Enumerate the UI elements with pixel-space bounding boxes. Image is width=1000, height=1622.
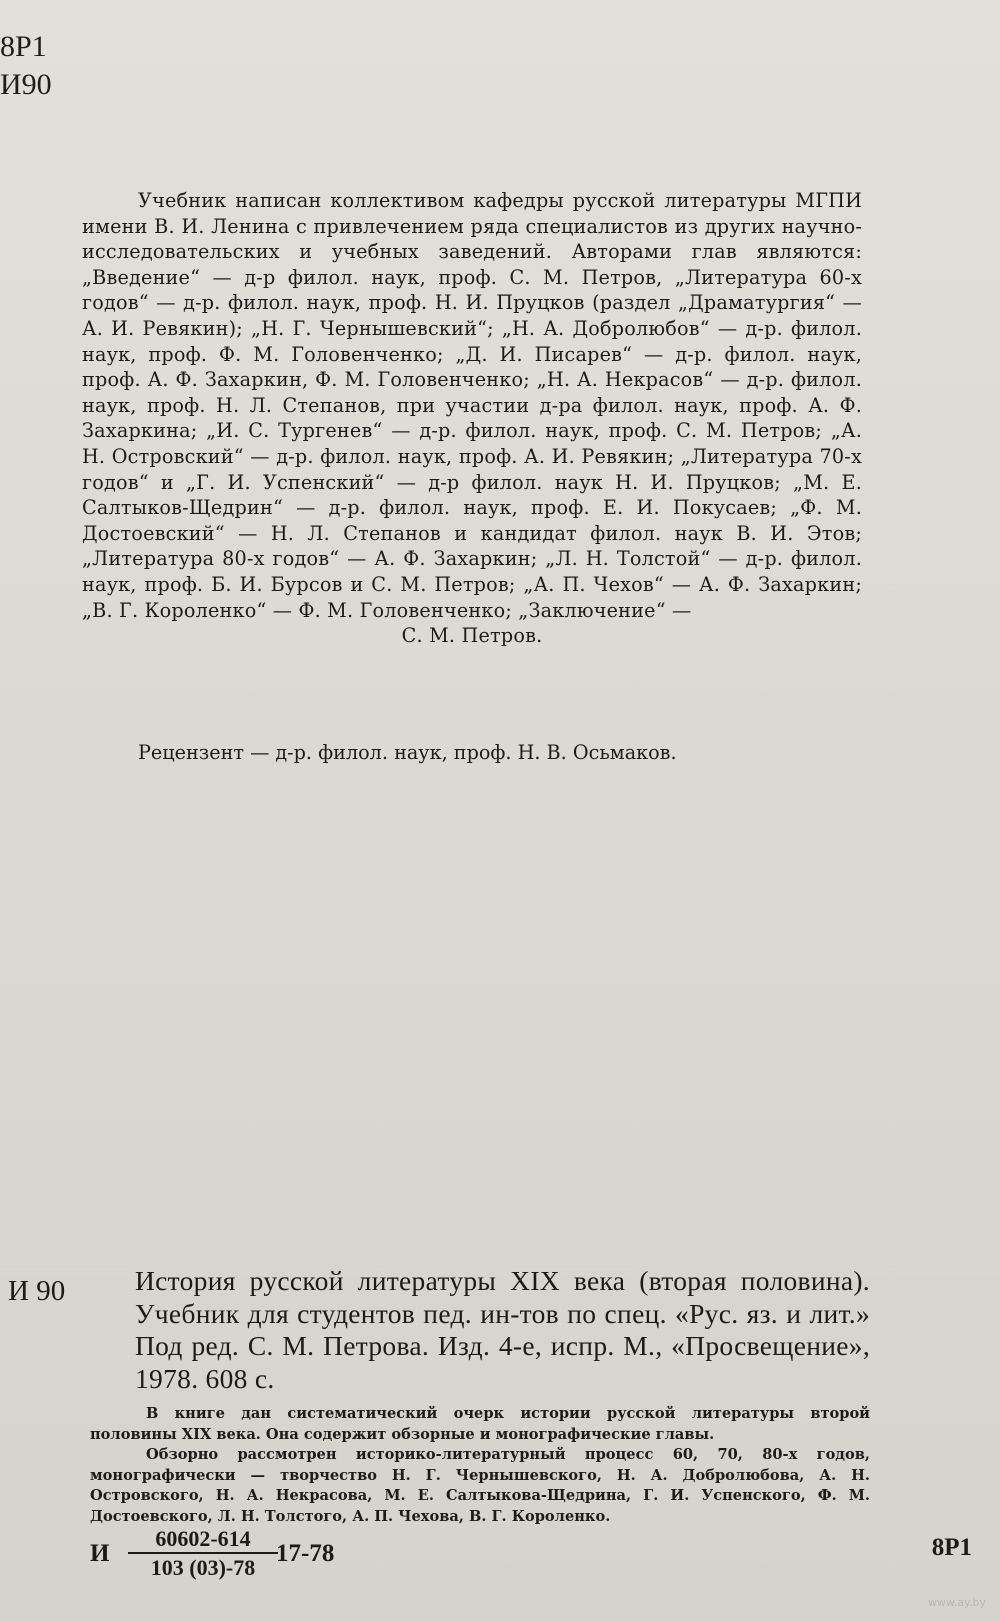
bibliographic-title (135, 1265, 870, 1395)
catalog-fraction (128, 1526, 278, 1582)
authors-block (82, 188, 862, 649)
catalog-code (90, 1526, 890, 1596)
annotation-paragraph-2: Обзорно рассмотрен историко-литературный процесс 60, 70, 80-х годов, монографически — творчество Н. Г. Чернышевского, Н. А. Добролюбова, А. Н. Островского, Н. А. Некрасова, М. Е. Салтыкова-Щедрина, Г. И. Успенского, Ф. М. Достоевского, Л. Н. Толстого, А. П. Чехова, В. Г. Короленко. (90, 1446, 870, 1525)
corner-code (0, 28, 52, 104)
author-mark-top: И90 (0, 68, 52, 101)
bbk-code-bottom: 8Р1 (931, 1534, 972, 1561)
authors-paragraph: Учебник написан коллективом кафедры русской литературы МГПИ имени В. И. Ленина с привлечением ряда специалистов из других научно-исследовательских и учебных заведений. Авторами глав являются: „Введение“ — д-р филол. наук, проф. С. М. Петров, „Литература 60-х годов“ — д-р. филол. наук, проф. Н. И. Пруцков (раздел „Драматургия“ — А. И. Ревякин); „Н. Г. Чернышевский“; „Н. А. Добролюбов“ — д-р. филол. наук, проф. Ф. М. Головенченко; „Д. И. Писарев“ — д-р. филол. наук, проф. А. Ф. Захаркин, Ф. М. Головенченко; „Н. А. Некрасов“ — д-р. филол. наук, проф. Н. Л. Степанов, при участии д-ра филол. наук, проф. А. Ф. Захаркина; „И. С. Тургенев“ — д-р. филол. наук, проф. С. М. Петров; „А. Н. Островский“ — д-р. филол. наук, проф. А. И. Ревякин; „Литература 70-х годов“ и „Г. И. Успенский“ — д-р филол. наук Н. И. Пруцков; „М. Е. Салтыков-Щедрин“ — д-р. филол. наук, проф. Е. И. Покусаев; „Ф. М. Достоевский“ — Н. Л. Степанов и кандидат филол. наук В. И. Этов; „Литература 80-х годов“ — А. Ф. Захаркин; „Л. Н. Толстой“ — д-р. филол. наук, проф. Б. И. Бурсов и С. М. Петров; „А. П. Чехов“ — А. Ф. Захаркин; „В. Г. Короленко“ — Ф. М. Головенченко; „Заключение“ — (82, 189, 862, 622)
annotation-paragraph-1: В книге дан систематический очерк истории русской литературы второй половины XIX века. Она содержит обзорные и монографические главы. (90, 1405, 870, 1443)
reviewer-line: Рецензент — д-р. филол. наук, проф. Н. В. Осьмаков. (138, 741, 677, 764)
catalog-letter: И (90, 1540, 110, 1567)
catalog-numerator: 60602-614 (155, 1526, 251, 1551)
bibliographic-index: И 90 (8, 1275, 66, 1307)
watermark: www.ay.by (927, 1596, 986, 1609)
bbk-code-top: 8Р1 (0, 30, 47, 63)
authors-tail: С. М. Петров. (401, 624, 543, 648)
annotation-block (90, 1404, 870, 1527)
book-title-entry: История русской литературы XIX века (вторая половина). Учебник для студентов пед. ин-тов по спец. «Рус. яз. и лит.» Под ред. С. М. Петрова. Изд. 4-е, испр. М., «Просвещение», 1978. 608 с. (135, 1265, 870, 1394)
catalog-denominator: 103 (03)-78 (150, 1555, 256, 1580)
catalog-year-code: 17-78 (276, 1540, 335, 1567)
